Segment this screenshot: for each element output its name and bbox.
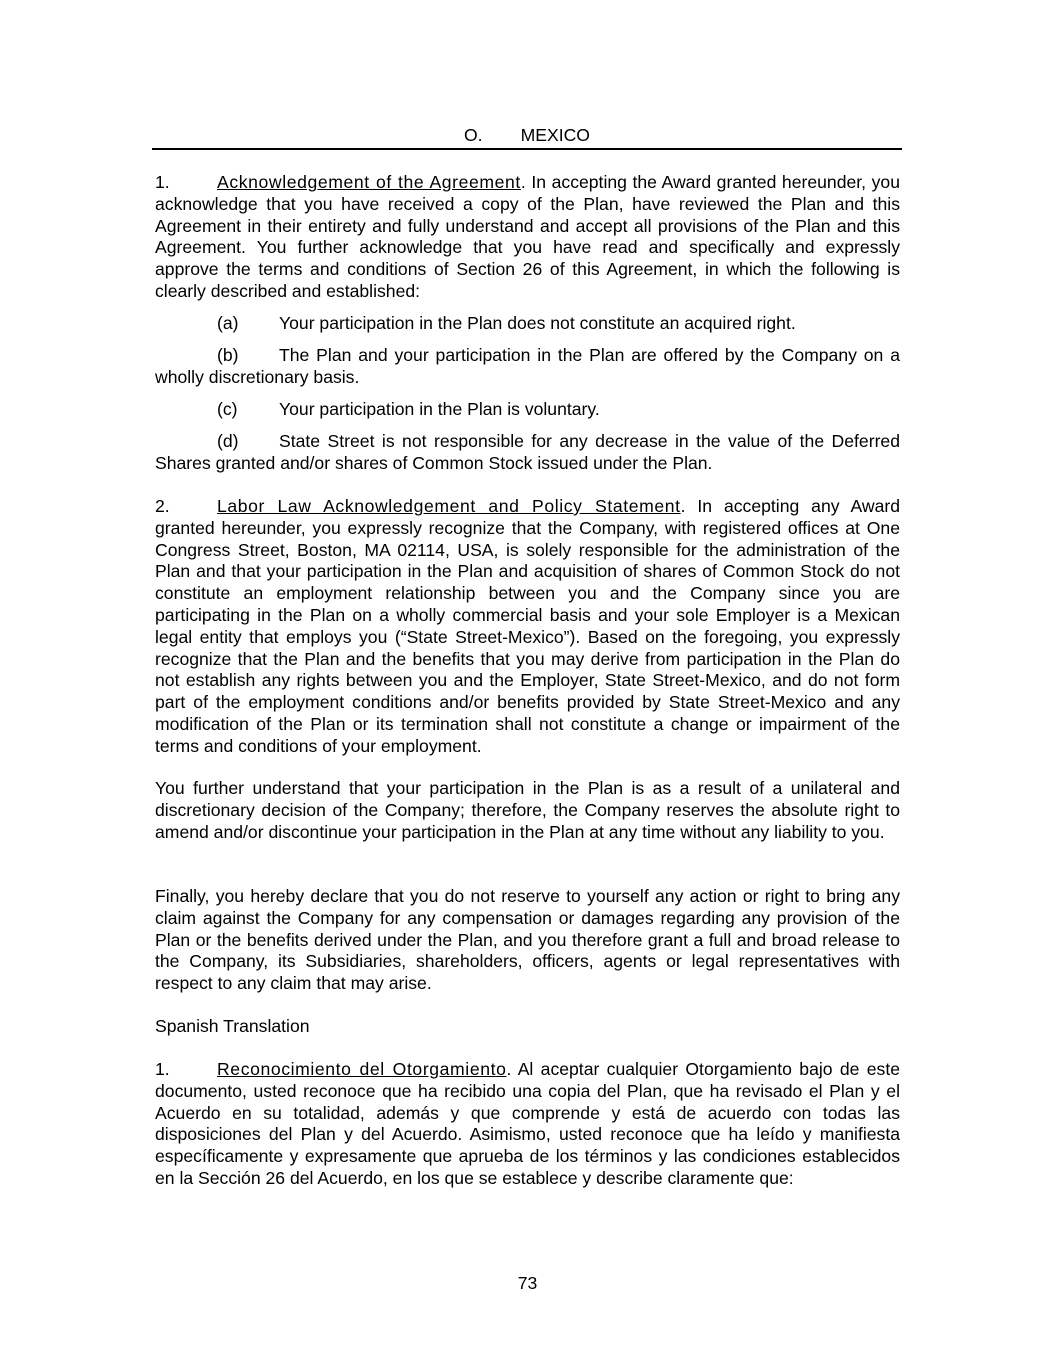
sub-item-label: (b) — [217, 345, 239, 365]
sub-item-label: (a) — [217, 313, 239, 333]
sub-item-text: Your participation in the Plan is voluntary. — [279, 399, 600, 419]
section-country: MEXICO — [520, 125, 590, 145]
paragraph-heading: Reconocimiento del Otorgamiento — [217, 1059, 507, 1079]
section-letter: O. — [464, 125, 483, 145]
paragraph-release: Finally, you hereby declare that you do not reserve to yourself any action or right to bring any claim against the Company for any compensation or damages regarding any provision of the Plan or the benefits derived under the Plan, and you therefore grant a full and broad release to the Company, its Subsidiaries, shareholders, officers, agents or legal representatives with respect to any claim that may arise. — [155, 886, 900, 994]
sub-item-text: State Street is not responsible for any decrease in the value of the Deferred Shares granted and/or shares of Common Stock issued under the Plan. — [155, 431, 900, 473]
sub-item-text: Your participation in the Plan does not constitute an acquired right. — [279, 313, 796, 333]
section-title — [152, 124, 902, 150]
paragraph-text: . In accepting any Award granted hereunder, you expressly recognize that the Company, with registered offices at One Congress Street, Boston, MA 02114, USA, is solely responsible for the administration of the Plan and that your participation in the Plan and acquisition of shares of Common Stock do not constitute an employment relationship between you and the Company since you are participating in the Plan on a wholly commercial basis and your sole Employer is a Mexican legal entity that employs you (“State Street-Mexico”). Based on the foregoing, you expressly recognize that the Plan and the benefits that you may derive from participation in the Plan do not establish any rights between you and the Employer, State Street-Mexico, and do not form part of the employment conditions and/or benefits provided by State Street-Mexico and any modification of the Plan or its termination shall not constitute a change or impairment of the terms and conditions of your employment. — [155, 496, 900, 756]
paragraph-acknowledgement — [155, 172, 900, 303]
page-number: 73 — [517, 1273, 538, 1293]
sub-item-c — [155, 399, 900, 421]
sub-item-a — [155, 313, 900, 335]
spanish-translation-heading: Spanish Translation — [155, 1016, 310, 1036]
paragraph-number: 1. — [155, 172, 170, 192]
paragraph-text: . Al aceptar cualquier Otorgamiento bajo de este documento, usted reconoce que ha recibido una copia del Plan, que ha revisado el Plan y el Acuerdo en su totalidad, además y que comprende y está de acuerdo con todas las disposiciones del Plan y del Acuerdo. Asimismo, usted reconoce que ha leído y manifiesta específicamente y expresamente que aprueba de los términos y las condiciones establecidos en la Sección 26 del Acuerdo, en los que se establece y describe claramente que: — [155, 1059, 900, 1188]
paragraph-unilateral: You further understand that your participation in the Plan is as a result of a unilateral and discretionary decision of the Company; therefore, the Company reserves the absolute right to amend and/or discontinue your participation in the Plan at any time without any liability to you. — [155, 778, 900, 842]
sub-item-label: (d) — [217, 431, 239, 451]
paragraph-text: . In accepting the Award granted hereunder, you acknowledge that you have received a copy of the Plan, have reviewed the Plan and this Agreement in their entirety and fully understand and accept all provisions of the Plan and this Agreement. You further acknowledge that you have read and specifically and expressly approve the terms and conditions of Section 26 of this Agreement, in which the following is clearly described and established: — [155, 172, 900, 301]
sub-item-d — [155, 431, 900, 475]
sub-item-b — [155, 345, 900, 389]
paragraph-reconocimiento — [155, 1059, 900, 1190]
sub-item-text: The Plan and your participation in the Plan are offered by the Company on a wholly discretionary basis. — [155, 345, 900, 387]
paragraph-heading: Acknowledgement of the Agreement — [217, 172, 521, 192]
paragraph-number: 2. — [155, 496, 170, 516]
paragraph-heading: Labor Law Acknowledgement and Policy Statement — [217, 496, 681, 516]
paragraph-labor-law — [155, 496, 900, 758]
paragraph-number: 1. — [155, 1059, 170, 1079]
sub-item-label: (c) — [217, 399, 238, 419]
